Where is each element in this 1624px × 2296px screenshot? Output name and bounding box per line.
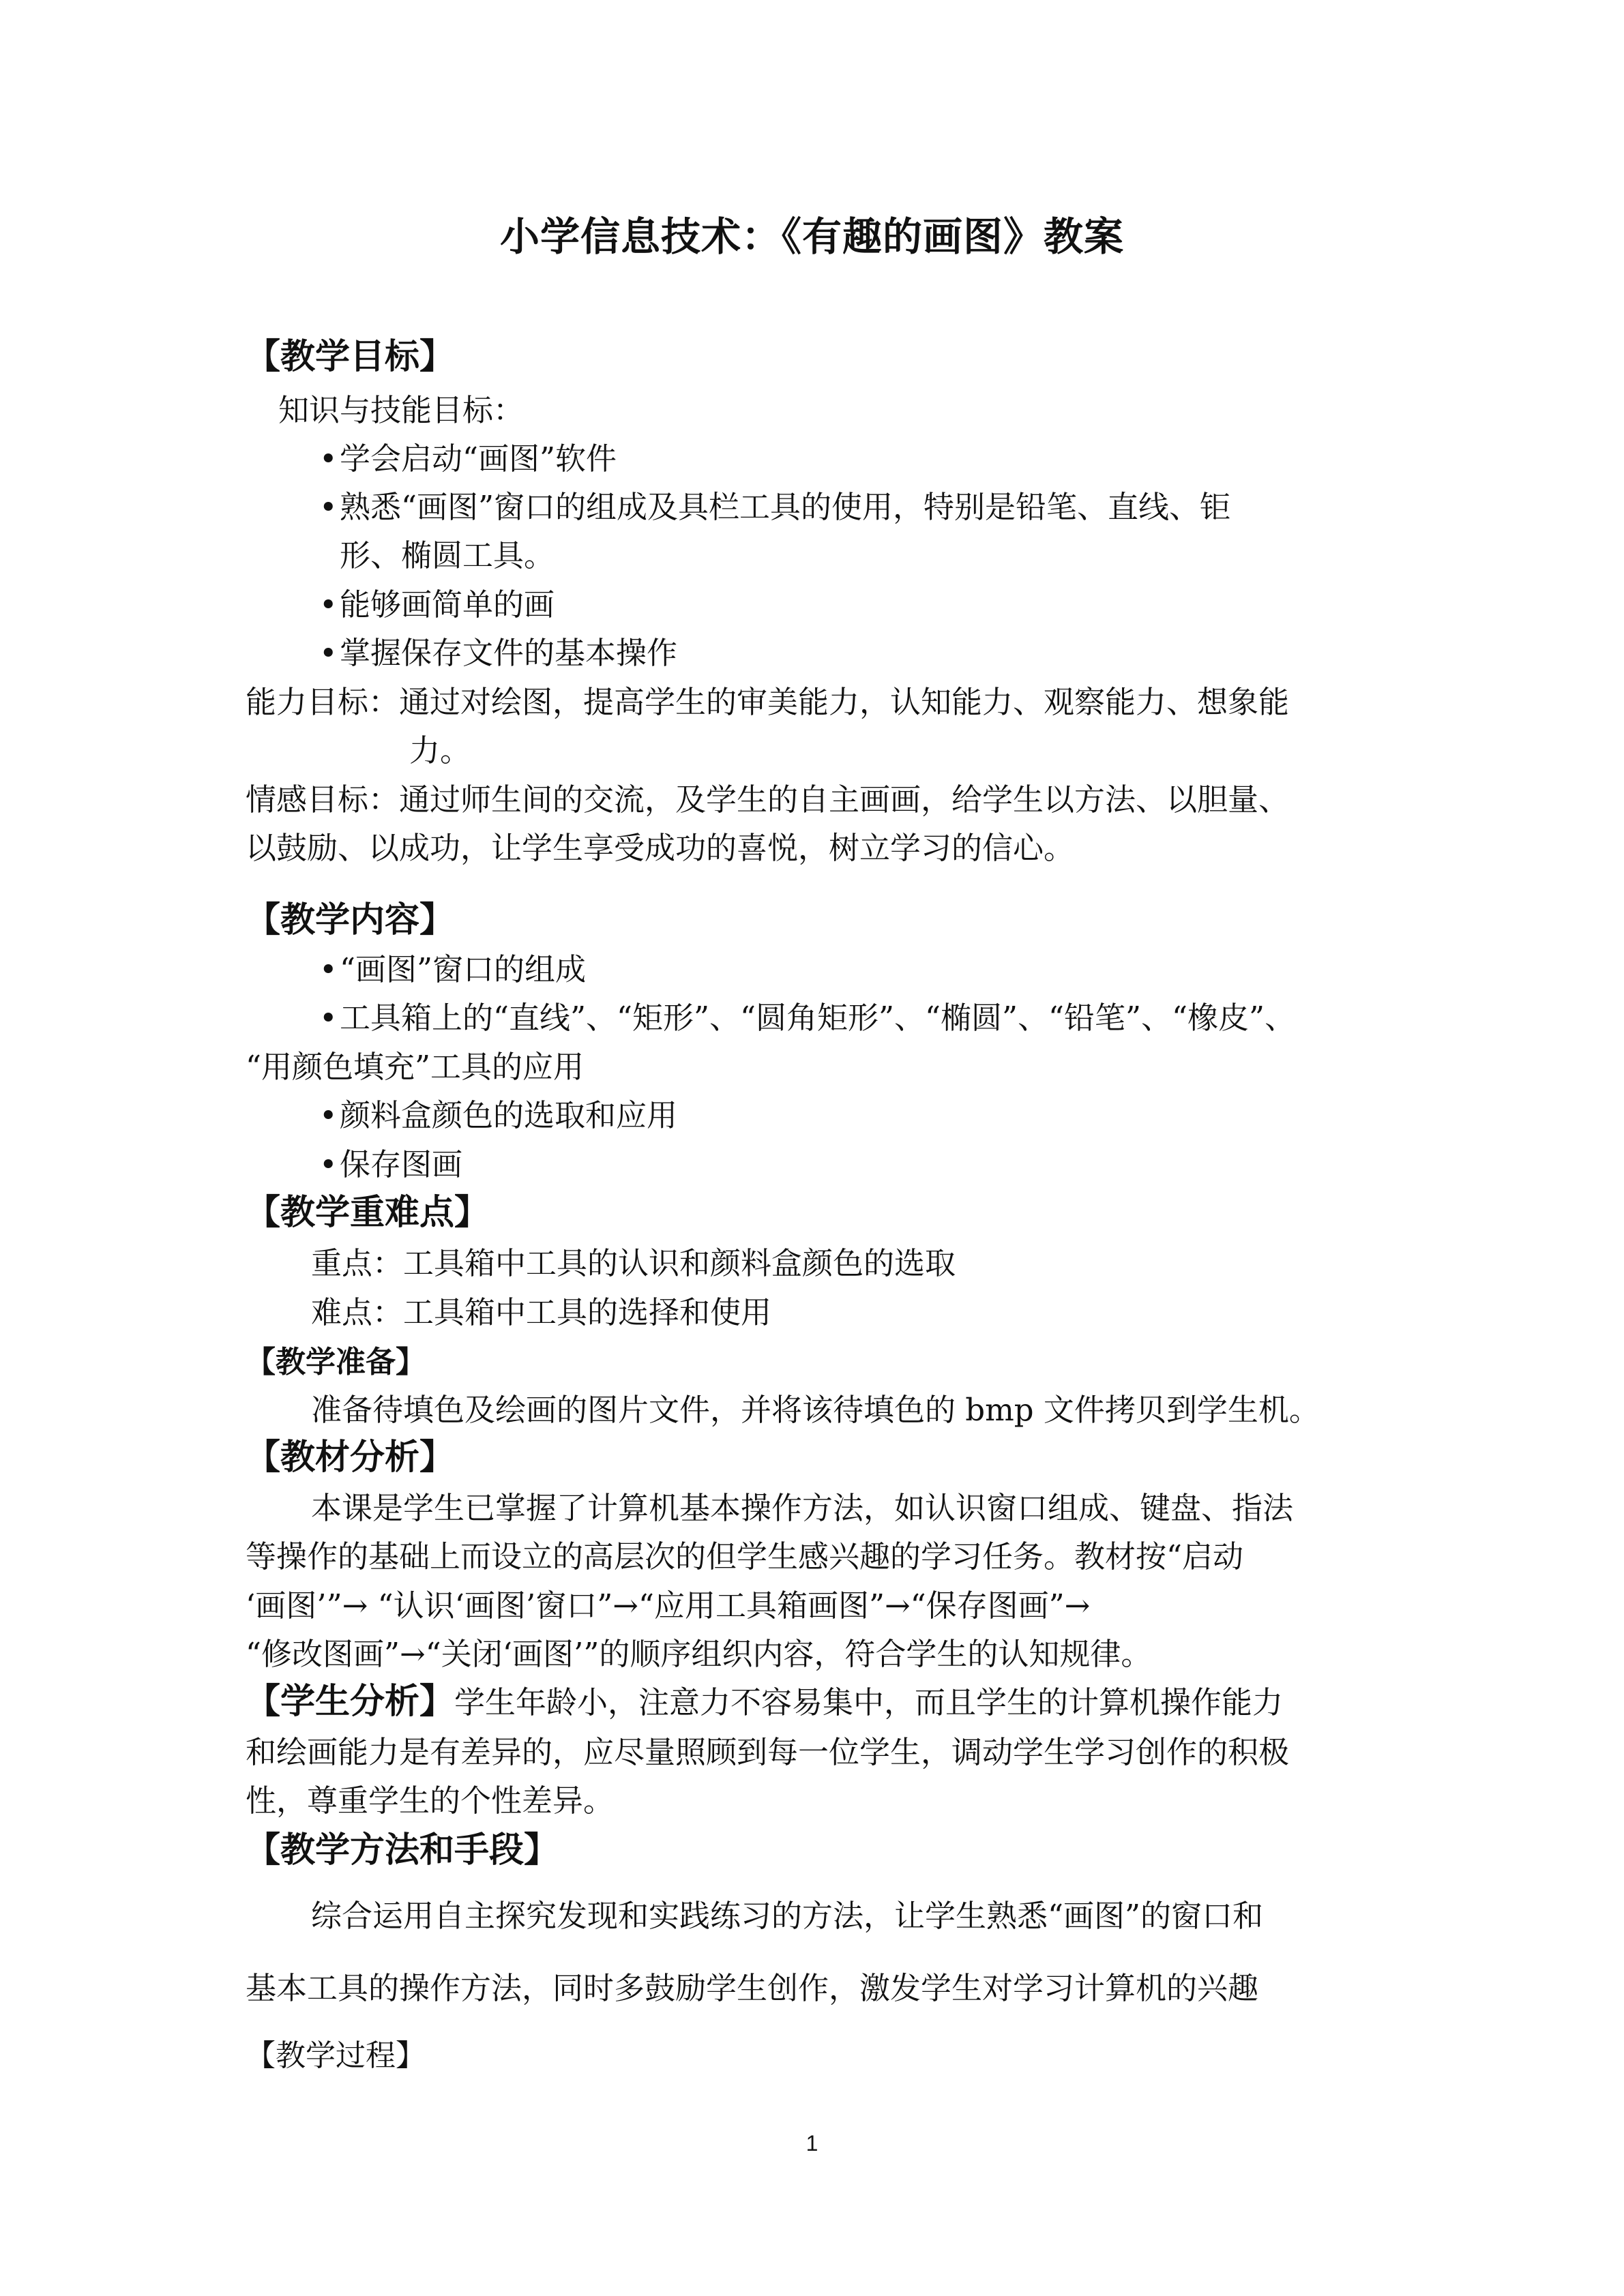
- heading-methods: 【教学方法和手段】: [246, 1830, 559, 1870]
- bullet-icon: •: [319, 1000, 338, 1036]
- list-item: •学会启动“画图”软件: [319, 438, 617, 479]
- heading-content: 【教学内容】: [246, 900, 455, 940]
- list-item: •能够画简单的画: [319, 584, 555, 625]
- preparation-text: 准备待填色及绘画的图片文件，并将该待填色的 bmp 文件拷贝到学生机。: [311, 1392, 1320, 1428]
- page-title: 小学信息技术：《有趣的画图》教案: [499, 213, 1124, 260]
- heading-objectives: 【教学目标】: [246, 337, 455, 377]
- list-item: •颜料盒颜色的选取和应用: [319, 1095, 677, 1136]
- difficulty-point: 难点：工具箱中工具的选择和使用: [311, 1294, 772, 1330]
- list-item-continuation: “用颜色填充”工具的应用: [246, 1049, 585, 1085]
- heading-students: 【学生分析】: [246, 1682, 455, 1722]
- list-item-continuation: 形、椭圆工具。: [340, 537, 555, 573]
- focus-point: 重点：工具箱中工具的认识和颜料盒颜色的选取: [311, 1245, 956, 1281]
- methods-line: 综合运用自主探究发现和实践练习的方法，让学生熟悉“画图”的窗口和: [311, 1898, 1264, 1934]
- material-line: ‘画图’”→ “认识‘画图’窗口”→“应用工具箱画图”→“保存图画”→: [246, 1587, 1091, 1624]
- ability-goal: 能力目标：通过对绘图，提高学生的审美能力，认知能力、观察能力、想象能: [246, 684, 1290, 720]
- list-item: •熟悉“画图”窗口的组成及具栏工具的使用，特别是铅笔、直线、钜: [319, 487, 1230, 528]
- bullet-icon: •: [319, 1146, 338, 1182]
- material-line: 本课是学生已掌握了计算机基本操作方法，如认识窗口组成、键盘、指法: [311, 1490, 1294, 1526]
- bullet-icon: •: [319, 951, 338, 987]
- heading-key-points: 【教学重难点】: [246, 1193, 490, 1233]
- heading-preparation: 【教学准备】: [246, 1345, 426, 1380]
- list-item: •“画图”窗口的组成: [319, 949, 586, 990]
- emotion-goal: 情感目标：通过师生间的交流，及学生的自主画画，给学生以方法、以胆量、: [246, 781, 1290, 818]
- list-item: •掌握保存文件的基本操作: [319, 633, 677, 674]
- knowledge-label: 知识与技能目标：: [278, 392, 525, 428]
- heading-material: 【教材分析】: [246, 1437, 455, 1478]
- page-number: 1: [806, 2131, 818, 2156]
- methods-line: 基本工具的操作方法，同时多鼓励学生创作，激发学生对学习计算机的兴趣: [246, 1970, 1259, 2006]
- bullet-icon: •: [319, 441, 338, 477]
- material-line: 等操作的基础上而设立的高层次的但学生感兴趣的学习任务。教材按“启动: [246, 1538, 1244, 1575]
- students-line: 性，尊重学生的个性差异。: [246, 1783, 615, 1819]
- heading-process: 【教学过程】: [246, 2038, 426, 2073]
- bullet-icon: •: [319, 489, 338, 525]
- list-item: •工具箱上的“直线”、“矩形”、“圆角矩形”、“椭圆”、“铅笔”、“橡皮”、: [319, 998, 1295, 1039]
- list-item: •保存图画: [319, 1144, 462, 1185]
- bullet-icon: •: [319, 586, 338, 623]
- students-line: 和绘画能力是有差异的，应尽量照顾到每一位学生，调动学生学习创作的积极: [246, 1734, 1290, 1770]
- bullet-icon: •: [319, 1097, 338, 1133]
- bullet-icon: •: [319, 635, 338, 671]
- ability-goal-continuation: 力。: [409, 732, 471, 769]
- emotion-goal-continuation: 以鼓励、以成功，让学生享受成功的喜悦，树立学习的信心。: [246, 830, 1075, 866]
- students-paragraph: 【学生分析】学生年龄小，注意力不容易集中，而且学生的计算机操作能力: [246, 1682, 1284, 1722]
- material-line: “修改图画”→“关闭‘画图’”的顺序组织内容，符合学生的认知规律。: [246, 1636, 1152, 1672]
